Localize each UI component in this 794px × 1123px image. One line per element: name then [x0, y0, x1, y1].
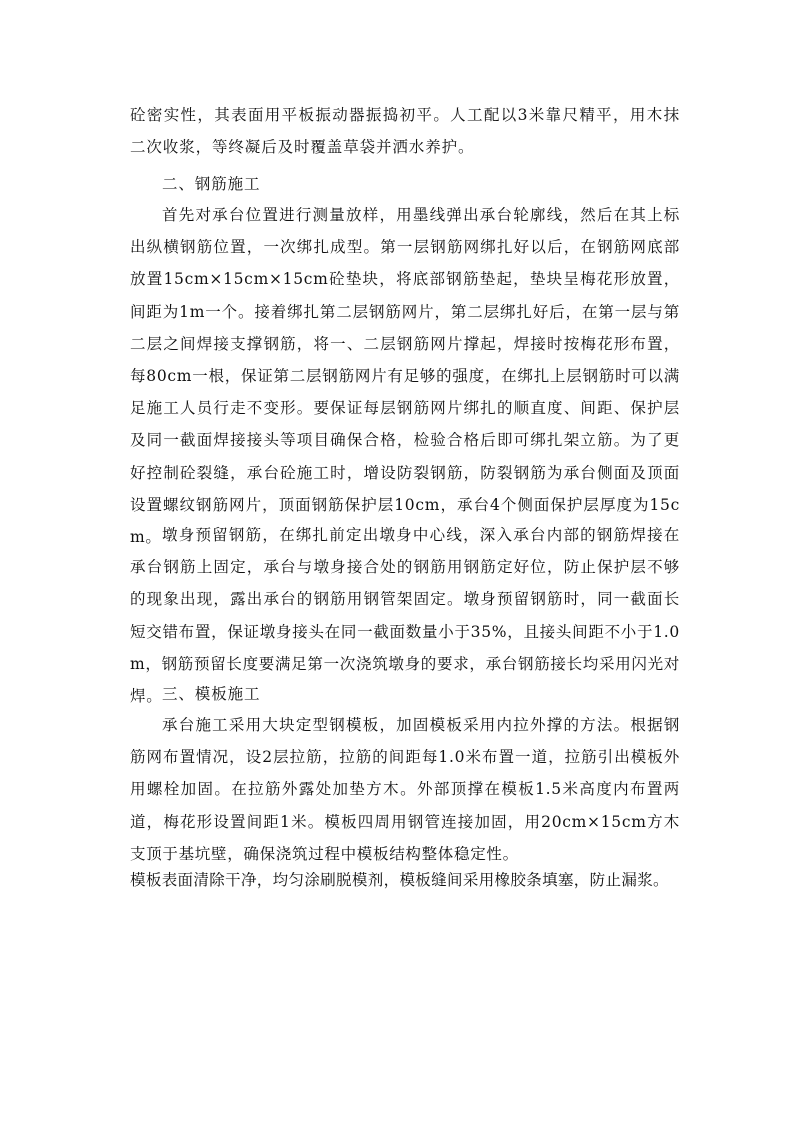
formwork-closing-line: 模板表面清除干净，均匀涂刷脱模剂，模板缝间采用橡胶条填塞，防止漏浆。: [130, 871, 669, 889]
section-heading-formwork: 三、模板施工: [162, 685, 261, 703]
rebar-paragraph-2: 墩身预留钢筋，在绑扎前定出墩身中心线，深入承台内部的钢筋焊接在承台钢筋上固定，承台与墩身接合处的钢筋用钢筋定好位，防止保护层不够的现象出现，露出承台的钢筋用钢管架固定。墩身预留钢筋时，同一截面长短交错布置，保证墩身接头在同一截面数量小于35%，且接头间距不小于1.0m，钢筋预留长度要满足第一次浇筑墩身的要求，承台钢筋接长均采用闪光对焊。: [130, 526, 681, 706]
formwork-paragraph-1: 承台施工采用大块定型钢模板，加固模板采用内拉外撑的方法。根据钢筋网布置情况，设2层拉筋，拉筋的间距每1.0米布置一道，拉筋引出模板外用螺栓加固。在拉筋外露处加垫方木。外部顶撑在模板1.5米高度内布置两道，梅花形设置间距1米。模板四周用钢管连接加固，用20cm×15cm方木支顶于基坑壁，确保浇筑过程中模板结构整体稳定性。: [130, 716, 680, 863]
carryover-paragraph: 砼密实性，其表面用平板振动器振捣初平。人工配以3米靠尺精平，用木抹二次收浆，等终凝后及时覆盖草袋并洒水养护。: [130, 106, 680, 157]
section-heading-rebar: 二、钢筋施工: [162, 175, 261, 193]
rebar-paragraph-1: 首先对承台位置进行测量放样，用墨线弹出承台轮廓线，然后在其上标出纵横钢筋位置，一次绑扎成型。第一层钢筋网绑扎好以后，在钢筋网底部放置15cm×15cm×15cm砼垫块，将底部钢筋垫起，垫块呈梅花形放置，间距为1m一个。接着绑扎第二层钢筋网片，第二层绑扎好后，在第一层与第二层之间焊接支撑钢筋，将一、二层钢筋网片撑起，焊接时按梅花形布置，每80cm一根，保证第二层钢筋网片有足够的强度，在绑扎上层钢筋时可以满足施工人员行走不变形。要保证每层钢筋网片绑扎的顺直度、间距、保护层及同一截面焊接接头等项目确保合格，检验合格后即可绑扎架立筋。为了更好控制砼裂缝，承台砼施工时，增设防裂钢筋，防裂钢筋为承台侧面及顶面设置螺纹钢筋网片，顶面钢筋保护层10cm，承台4个侧面保护层厚度为15cm。: [130, 206, 680, 547]
